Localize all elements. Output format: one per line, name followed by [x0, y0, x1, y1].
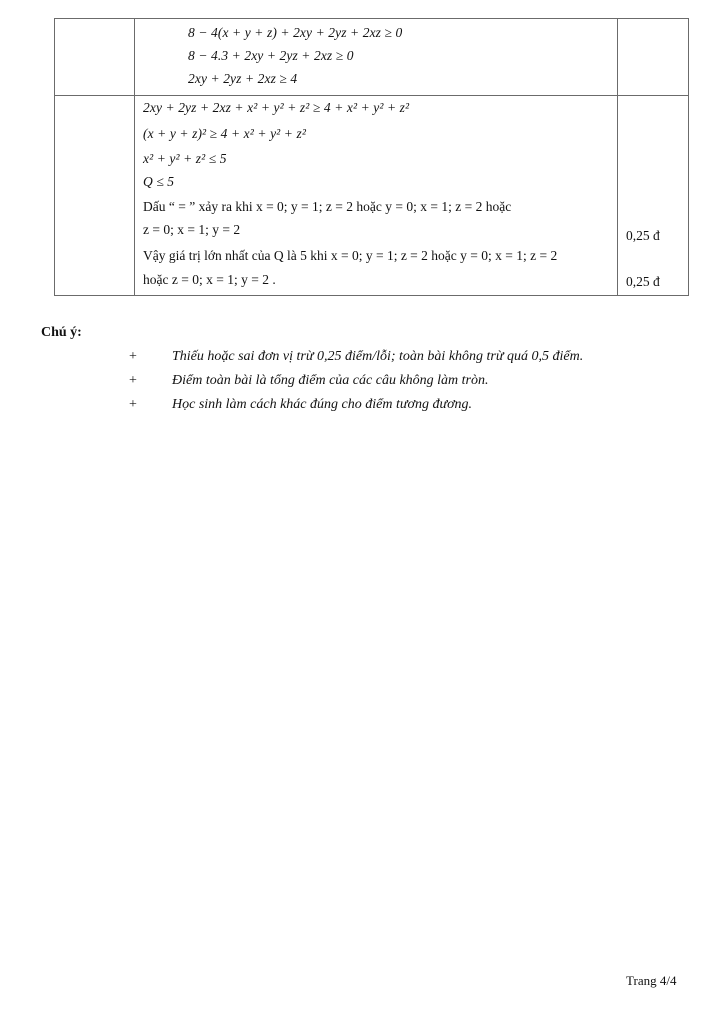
score-cell-top	[617, 19, 688, 96]
note-text: Học sinh làm cách khác đúng cho điểm tương đương.	[172, 397, 473, 412]
equality-condition-cont: z = 0; x = 1; y = 2	[143, 222, 241, 237]
proof-line: 8 − 4(x + y + z) + 2xy + 2yz + 2xz ≥ 0	[188, 25, 403, 40]
proof-line: 2xy + 2yz + 2xz + x² + y² + z² ≥ 4 + x² + y² + z²	[143, 100, 410, 115]
note-text: Thiếu hoặc sai đơn vị trừ 0,25 điểm/lỗi; toàn bài không trừ quá 0,5 điểm.	[172, 349, 584, 364]
question-cell	[55, 19, 135, 96]
score-cell-bottom	[617, 96, 688, 296]
score-label: 0,25 đ	[626, 274, 660, 289]
question-cell-2	[55, 96, 135, 296]
proof-line: x² + y² + z² ≤ 5	[143, 151, 227, 166]
proof-line: (x + y + z)² ≥ 4 + x² + y² + z²	[143, 126, 306, 141]
note-text: Điểm toàn bài là tổng điểm của các câu không làm tròn.	[172, 373, 489, 388]
bullet-plus: +	[129, 397, 137, 412]
page-number: Trang 4/4	[626, 973, 677, 988]
note-title: Chú ý:	[41, 325, 82, 340]
bullet-plus: +	[129, 373, 137, 388]
proof-line: 8 − 4.3 + 2xy + 2yz + 2xz ≥ 0	[188, 48, 354, 63]
score-label: 0,25 đ	[626, 228, 660, 243]
proof-line: 2xy + 2yz + 2xz ≥ 4	[188, 71, 298, 86]
conclusion-text-cont: hoặc z = 0; x = 1; y = 2 .	[143, 272, 276, 287]
conclusion-text: Vậy giá trị lớn nhất của Q là 5 khi x = 0; y = 1; z = 2 hoặc y = 0; x = 1; z = 2	[143, 248, 558, 263]
bullet-plus: +	[129, 349, 137, 364]
equality-condition: Dấu “ = ” xảy ra khi x = 0; y = 1; z = 2 hoặc y = 0; x = 1; z = 2 hoặc	[143, 199, 512, 214]
proof-line: Q ≤ 5	[143, 174, 175, 189]
